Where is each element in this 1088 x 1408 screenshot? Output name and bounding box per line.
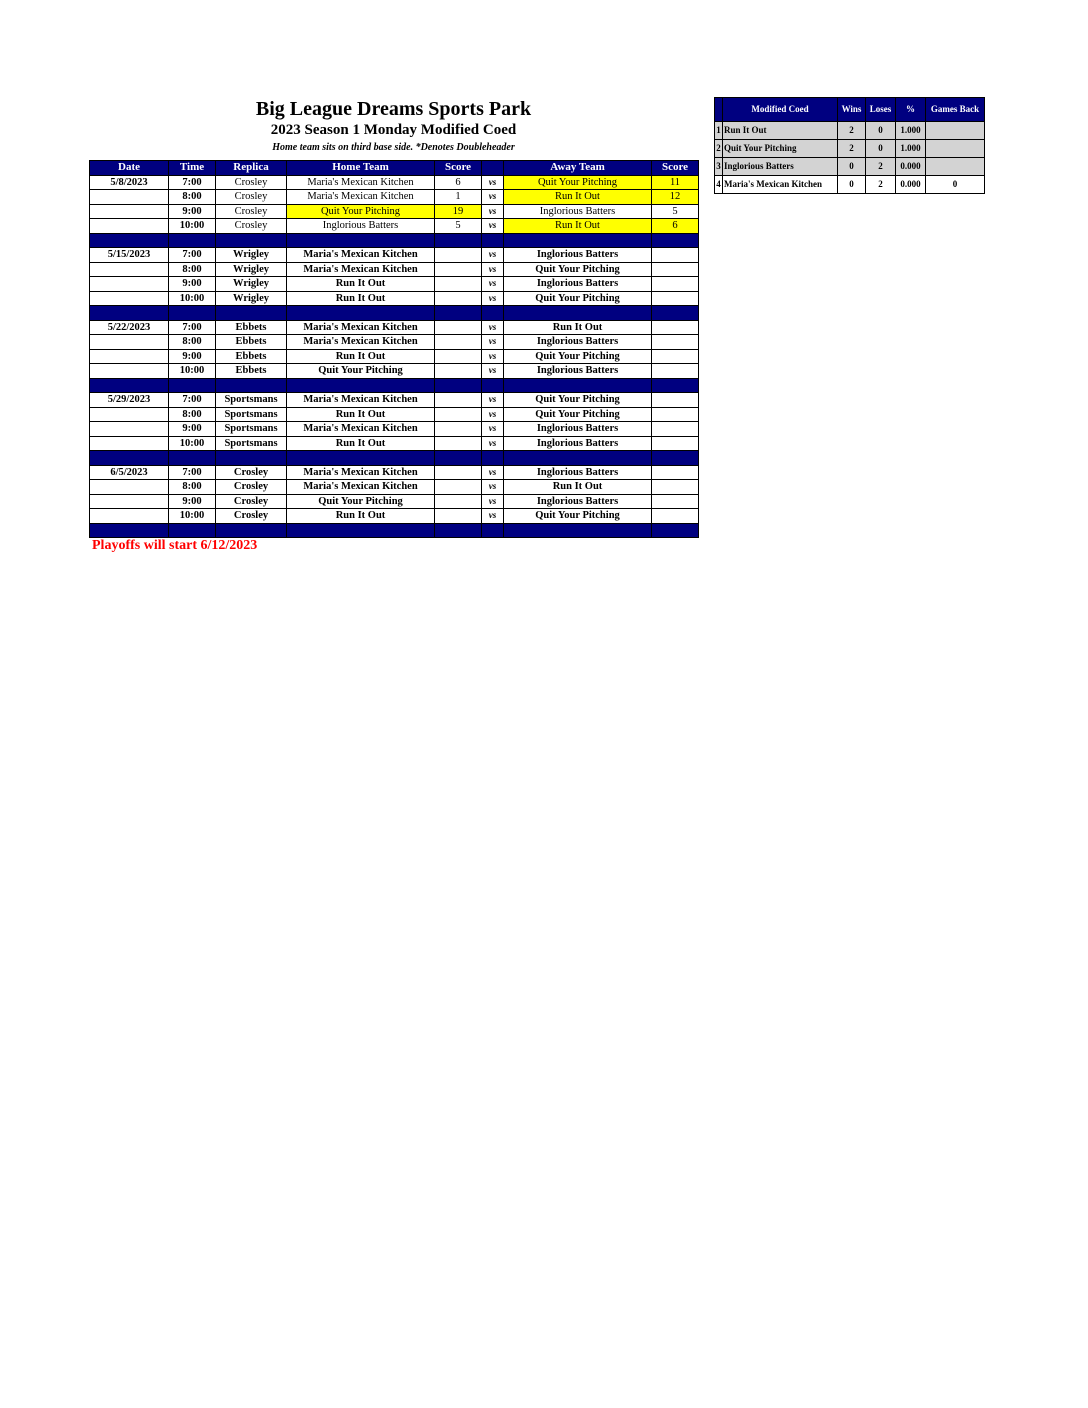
away-score: 11: [652, 175, 699, 190]
away-team: Inglorious Batters: [504, 364, 652, 379]
game-date: [90, 262, 169, 277]
schedule-body: [90, 175, 699, 538]
away-team: Run It Out: [504, 219, 652, 234]
game-row: [90, 480, 699, 495]
home-team: Maria's Mexican Kitchen: [287, 262, 435, 277]
home-team: Maria's Mexican Kitchen: [287, 393, 435, 408]
standings-body: [715, 122, 985, 194]
game-date: [90, 219, 169, 234]
home-score: [435, 262, 482, 277]
home-team: Maria's Mexican Kitchen: [287, 465, 435, 480]
game-field: Ebbets: [216, 349, 287, 364]
separator-cell: [504, 378, 652, 393]
separator-cell: [90, 451, 169, 466]
game-field: Wrigley: [216, 291, 287, 306]
game-field: Crosley: [216, 465, 287, 480]
standings-col-losses: Loses: [866, 98, 896, 122]
standings-rank: 1: [715, 122, 723, 140]
away-team: Quit Your Pitching: [504, 393, 652, 408]
week-separator-row: [90, 451, 699, 466]
game-date: [90, 204, 169, 219]
game-row: [90, 175, 699, 190]
home-team: Run It Out: [287, 277, 435, 292]
game-row: [90, 422, 699, 437]
home-score: [435, 393, 482, 408]
standings-pct: 0.000: [896, 158, 926, 176]
away-team: Quit Your Pitching: [504, 291, 652, 306]
game-field: Wrigley: [216, 248, 287, 263]
vs-label: vs: [482, 349, 504, 364]
standings-header-row: [715, 98, 985, 122]
home-team: Quit Your Pitching: [287, 494, 435, 509]
separator-cell: [287, 233, 435, 248]
week-separator-row: [90, 378, 699, 393]
game-row: [90, 277, 699, 292]
separator-cell: [90, 306, 169, 321]
game-date: [90, 480, 169, 495]
col-header-away-team: Away Team: [504, 161, 652, 176]
vs-label: vs: [482, 291, 504, 306]
standings-row: [715, 158, 985, 176]
home-team: Quit Your Pitching: [287, 204, 435, 219]
separator-cell: [435, 306, 482, 321]
separator-cell: [169, 378, 216, 393]
game-row: [90, 262, 699, 277]
home-score: [435, 335, 482, 350]
separator-cell: [287, 378, 435, 393]
away-score: [652, 509, 699, 524]
away-team: Quit Your Pitching: [504, 175, 652, 190]
game-date: [90, 364, 169, 379]
game-row: [90, 219, 699, 234]
away-score: 5: [652, 204, 699, 219]
game-field: Ebbets: [216, 320, 287, 335]
home-team: Run It Out: [287, 436, 435, 451]
game-time: 10:00: [169, 364, 216, 379]
vs-label: vs: [482, 262, 504, 277]
home-team: Run It Out: [287, 291, 435, 306]
standings-col-pct: %: [896, 98, 926, 122]
game-field: Crosley: [216, 509, 287, 524]
standings-col-wins: Wins: [838, 98, 866, 122]
standings-rank: 2: [715, 140, 723, 158]
vs-label: vs: [482, 480, 504, 495]
schedule-note: Home team sits on third base side. *Denotes Doubleheader: [272, 142, 515, 153]
vs-label: vs: [482, 422, 504, 437]
standings-rank: 4: [715, 176, 723, 194]
home-score: [435, 349, 482, 364]
game-time: 8:00: [169, 190, 216, 205]
game-field: Crosley: [216, 219, 287, 234]
separator-cell: [287, 306, 435, 321]
home-score: [435, 422, 482, 437]
standings-pct: 1.000: [896, 122, 926, 140]
home-score: [435, 509, 482, 524]
col-header-vs: [482, 161, 504, 176]
game-time: 8:00: [169, 480, 216, 495]
away-team: Inglorious Batters: [504, 335, 652, 350]
game-row: [90, 494, 699, 509]
game-field: Crosley: [216, 190, 287, 205]
home-score: [435, 320, 482, 335]
game-time: 9:00: [169, 277, 216, 292]
away-score: [652, 291, 699, 306]
col-header-replica: Replica: [216, 161, 287, 176]
game-row: [90, 335, 699, 350]
standings-losses: 2: [866, 158, 896, 176]
away-team: Inglorious Batters: [504, 204, 652, 219]
game-date: [90, 291, 169, 306]
home-team: Run It Out: [287, 349, 435, 364]
separator-cell: [504, 306, 652, 321]
away-team: Inglorious Batters: [504, 436, 652, 451]
home-score: [435, 465, 482, 480]
separator-cell: [216, 451, 287, 466]
standings-row: [715, 122, 985, 140]
away-score: [652, 277, 699, 292]
away-score: [652, 262, 699, 277]
game-field: Ebbets: [216, 335, 287, 350]
separator-cell: [435, 451, 482, 466]
game-field: Crosley: [216, 204, 287, 219]
vs-label: vs: [482, 320, 504, 335]
away-score: [652, 349, 699, 364]
col-header-home-team: Home Team: [287, 161, 435, 176]
away-score: [652, 494, 699, 509]
vs-label: vs: [482, 393, 504, 408]
game-date: [90, 494, 169, 509]
home-score: [435, 291, 482, 306]
separator-cell: [169, 233, 216, 248]
separator-cell: [482, 306, 504, 321]
standings-games-back: [926, 122, 985, 140]
away-score: [652, 407, 699, 422]
week-separator-row: [90, 523, 699, 538]
game-date: [90, 436, 169, 451]
away-team: Run It Out: [504, 320, 652, 335]
separator-cell: [652, 378, 699, 393]
game-row: [90, 291, 699, 306]
game-field: Sportsmans: [216, 436, 287, 451]
separator-cell: [169, 306, 216, 321]
separator-cell: [482, 451, 504, 466]
schedule-table: [89, 160, 699, 538]
vs-label: vs: [482, 436, 504, 451]
vs-label: vs: [482, 277, 504, 292]
col-header-home-score: Score: [435, 161, 482, 176]
separator-cell: [435, 378, 482, 393]
home-score: [435, 436, 482, 451]
vs-label: vs: [482, 335, 504, 350]
col-header-time: Time: [169, 161, 216, 176]
vs-label: vs: [482, 219, 504, 234]
standings-games-back: [926, 158, 985, 176]
standings-losses: 2: [866, 176, 896, 194]
game-date: [90, 349, 169, 364]
separator-cell: [287, 523, 435, 538]
separator-cell: [90, 378, 169, 393]
game-row: [90, 248, 699, 263]
game-time: 8:00: [169, 407, 216, 422]
game-time: 7:00: [169, 393, 216, 408]
away-team: Inglorious Batters: [504, 465, 652, 480]
home-team: Run It Out: [287, 407, 435, 422]
away-score: [652, 364, 699, 379]
separator-cell: [482, 523, 504, 538]
separator-cell: [216, 233, 287, 248]
game-row: [90, 465, 699, 480]
game-field: Wrigley: [216, 277, 287, 292]
away-team: Inglorious Batters: [504, 494, 652, 509]
week-separator-row: [90, 306, 699, 321]
game-date: 6/5/2023: [90, 465, 169, 480]
game-field: Crosley: [216, 175, 287, 190]
game-date: 5/22/2023: [90, 320, 169, 335]
page-title: Big League Dreams Sports Park: [255, 98, 532, 120]
home-score: [435, 248, 482, 263]
away-score: [652, 248, 699, 263]
game-date: 5/15/2023: [90, 248, 169, 263]
home-team: Maria's Mexican Kitchen: [287, 480, 435, 495]
standings-row: [715, 176, 985, 194]
away-score: [652, 335, 699, 350]
game-date: 5/8/2023: [90, 175, 169, 190]
home-team: Maria's Mexican Kitchen: [287, 422, 435, 437]
game-date: 5/29/2023: [90, 393, 169, 408]
game-time: 9:00: [169, 349, 216, 364]
away-score: [652, 320, 699, 335]
vs-label: vs: [482, 465, 504, 480]
home-team: Run It Out: [287, 509, 435, 524]
game-date: [90, 422, 169, 437]
home-score: [435, 494, 482, 509]
game-field: Sportsmans: [216, 407, 287, 422]
game-date: [90, 407, 169, 422]
away-score: [652, 465, 699, 480]
separator-cell: [216, 378, 287, 393]
separator-cell: [482, 378, 504, 393]
col-header-away-score: Score: [652, 161, 699, 176]
home-team: Maria's Mexican Kitchen: [287, 335, 435, 350]
standings-games-back: 0: [926, 176, 985, 194]
away-team: Quit Your Pitching: [504, 349, 652, 364]
standings-rank: 3: [715, 158, 723, 176]
away-team: Quit Your Pitching: [504, 407, 652, 422]
away-score: [652, 393, 699, 408]
game-time: 7:00: [169, 465, 216, 480]
game-time: 7:00: [169, 248, 216, 263]
separator-cell: [90, 523, 169, 538]
separator-cell: [169, 523, 216, 538]
standings-wins: 2: [838, 140, 866, 158]
game-time: 7:00: [169, 320, 216, 335]
vs-label: vs: [482, 175, 504, 190]
home-score: [435, 277, 482, 292]
separator-cell: [435, 523, 482, 538]
home-score: [435, 364, 482, 379]
game-field: Crosley: [216, 480, 287, 495]
separator-cell: [504, 451, 652, 466]
game-time: 10:00: [169, 509, 216, 524]
away-score: 6: [652, 219, 699, 234]
game-time: 7:00: [169, 175, 216, 190]
separator-cell: [482, 233, 504, 248]
game-time: 10:00: [169, 219, 216, 234]
game-date: [90, 509, 169, 524]
separator-cell: [435, 233, 482, 248]
game-row: [90, 436, 699, 451]
standings-wins: 2: [838, 122, 866, 140]
home-score: 19: [435, 204, 482, 219]
vs-label: vs: [482, 407, 504, 422]
playoffs-note: Playoffs will start 6/12/2023: [92, 538, 258, 553]
game-row: [90, 204, 699, 219]
away-team: Quit Your Pitching: [504, 262, 652, 277]
game-time: 8:00: [169, 262, 216, 277]
game-date: [90, 190, 169, 205]
separator-cell: [652, 233, 699, 248]
col-header-date: Date: [90, 161, 169, 176]
separator-cell: [287, 451, 435, 466]
separator-cell: [216, 523, 287, 538]
away-team: Inglorious Batters: [504, 277, 652, 292]
schedule-header-row: [90, 161, 699, 176]
away-score: [652, 480, 699, 495]
separator-cell: [652, 306, 699, 321]
separator-cell: [216, 306, 287, 321]
standings-table: [714, 97, 985, 194]
game-time: 10:00: [169, 436, 216, 451]
standings-wins: 0: [838, 176, 866, 194]
separator-cell: [90, 233, 169, 248]
away-score: 12: [652, 190, 699, 205]
home-score: 6: [435, 175, 482, 190]
standings-col-games-back: Games Back: [926, 98, 985, 122]
game-time: 10:00: [169, 291, 216, 306]
away-team: Quit Your Pitching: [504, 509, 652, 524]
game-time: 9:00: [169, 204, 216, 219]
home-team: Maria's Mexican Kitchen: [287, 190, 435, 205]
away-score: [652, 436, 699, 451]
week-separator-row: [90, 233, 699, 248]
standings-col-rank: [715, 98, 723, 122]
standings-losses: 0: [866, 140, 896, 158]
separator-cell: [169, 451, 216, 466]
away-team: Inglorious Batters: [504, 248, 652, 263]
home-team: Quit Your Pitching: [287, 364, 435, 379]
game-field: Sportsmans: [216, 393, 287, 408]
vs-label: vs: [482, 364, 504, 379]
game-row: [90, 190, 699, 205]
game-time: 8:00: [169, 335, 216, 350]
game-row: [90, 364, 699, 379]
home-team: Inglorious Batters: [287, 219, 435, 234]
separator-cell: [652, 523, 699, 538]
vs-label: vs: [482, 248, 504, 263]
home-score: 5: [435, 219, 482, 234]
game-row: [90, 349, 699, 364]
game-time: 9:00: [169, 494, 216, 509]
standings-pct: 0.000: [896, 176, 926, 194]
game-row: [90, 407, 699, 422]
separator-cell: [652, 451, 699, 466]
page-subtitle: 2023 Season 1 Monday Modified Coed: [270, 122, 517, 138]
vs-label: vs: [482, 494, 504, 509]
away-score: [652, 422, 699, 437]
game-row: [90, 320, 699, 335]
standings-col-team: Modified Coed: [723, 98, 838, 122]
game-field: Wrigley: [216, 262, 287, 277]
standings-team: Maria's Mexican Kitchen: [723, 176, 838, 194]
home-team: Maria's Mexican Kitchen: [287, 248, 435, 263]
game-row: [90, 509, 699, 524]
away-team: Run It Out: [504, 480, 652, 495]
away-team: Run It Out: [504, 190, 652, 205]
standings-row: [715, 140, 985, 158]
standings-team: Run It Out: [723, 122, 838, 140]
game-time: 9:00: [169, 422, 216, 437]
game-date: [90, 277, 169, 292]
standings-losses: 0: [866, 122, 896, 140]
game-field: Ebbets: [216, 364, 287, 379]
standings-wins: 0: [838, 158, 866, 176]
home-team: Maria's Mexican Kitchen: [287, 320, 435, 335]
standings-team: Quit Your Pitching: [723, 140, 838, 158]
separator-cell: [504, 523, 652, 538]
game-date: [90, 335, 169, 350]
home-team: Maria's Mexican Kitchen: [287, 175, 435, 190]
separator-cell: [504, 233, 652, 248]
game-field: Crosley: [216, 494, 287, 509]
vs-label: vs: [482, 509, 504, 524]
standings-team: Inglorious Batters: [723, 158, 838, 176]
away-team: Inglorious Batters: [504, 422, 652, 437]
game-row: [90, 393, 699, 408]
home-score: [435, 480, 482, 495]
vs-label: vs: [482, 190, 504, 205]
vs-label: vs: [482, 204, 504, 219]
home-score: 1: [435, 190, 482, 205]
standings-games-back: [926, 140, 985, 158]
game-field: Sportsmans: [216, 422, 287, 437]
standings-pct: 1.000: [896, 140, 926, 158]
home-score: [435, 407, 482, 422]
